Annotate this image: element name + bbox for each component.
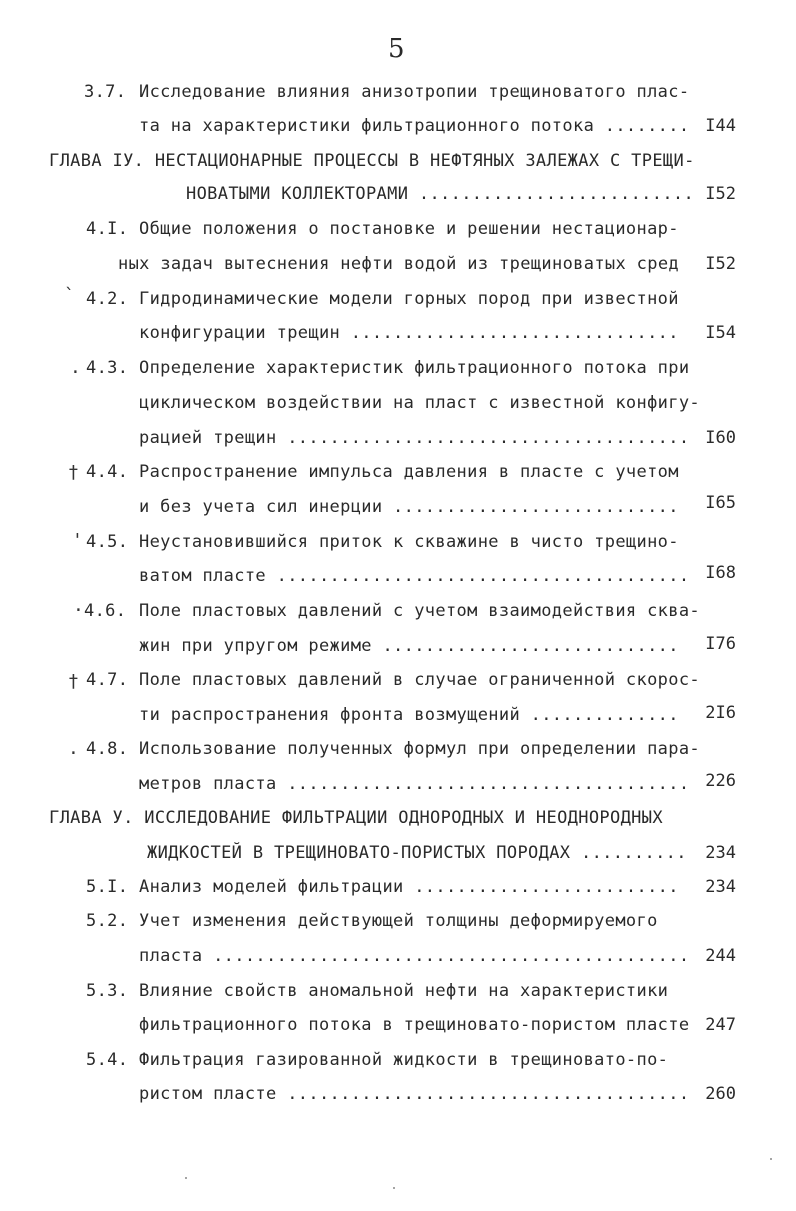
toc-entry-title-line1: Фильтрация газированной жидкости в трещиновато-по- bbox=[139, 1050, 669, 1070]
toc-entry-title-line2: та на характеристики фильтрационного потока ........ bbox=[139, 116, 690, 136]
toc-entry-page: 244 bbox=[705, 946, 736, 966]
toc-entry-title-line2: ватом пласте ....................................... bbox=[139, 566, 690, 586]
toc-entry-page: I65 bbox=[705, 493, 736, 513]
margin-mark: † bbox=[68, 671, 79, 692]
toc-entry-page: 2I6 bbox=[705, 703, 736, 723]
toc-entry-title-line1: Определение характеристик фильтрационного потока при bbox=[139, 358, 690, 378]
toc-entry-title-line1: Гидродинамические модели горных пород при известной bbox=[139, 289, 679, 309]
toc-entry-page: 234 bbox=[705, 843, 736, 863]
toc-entry-page: 226 bbox=[705, 771, 736, 791]
toc-entry-number: 5.3. bbox=[86, 981, 129, 1001]
toc-entry-page: I54 bbox=[705, 323, 736, 343]
toc-entry-title-line2: ристом пласте ...................................... bbox=[139, 1084, 690, 1104]
toc-entry-title-line1: Общие положения о постановке и решении нестационар- bbox=[139, 219, 679, 239]
toc-entry-page: I60 bbox=[705, 428, 736, 448]
margin-mark: † bbox=[68, 462, 79, 483]
toc-entry-title-line1: Неустановившийся приток к скважине в чисто трещино- bbox=[139, 532, 679, 552]
margin-mark: . bbox=[70, 357, 81, 378]
margin-mark: ` bbox=[64, 285, 75, 306]
chapter-title-line2: НОВАТЫМИ КОЛЛЕКТОРАМИ .......................... bbox=[186, 184, 695, 204]
toc-entry-title-line2: ти распространения фронта возмущений .............. bbox=[139, 705, 679, 725]
toc-entry-number: 3.7. bbox=[84, 82, 127, 102]
toc-entry-number: 4.I. bbox=[86, 219, 129, 239]
chapter-title-line2: ЖИДКОСТЕЙ В ТРЕЩИНОВАТО-ПОРИСТЫХ ПОРОДАХ .......... bbox=[147, 843, 687, 863]
toc-entry-title-line1: Анализ моделей фильтрации ......................... bbox=[139, 877, 679, 897]
toc-entry-number: 5.4. bbox=[86, 1050, 129, 1070]
toc-entry-page: I52 bbox=[705, 254, 736, 274]
toc-entry-number: 5.2. bbox=[86, 911, 129, 931]
toc-entry-number: 4.2. bbox=[86, 289, 129, 309]
toc-entry-title-line1: Исследование влияния анизотропии трещиноватого плас- bbox=[139, 82, 690, 102]
toc-entry-page: I68 bbox=[705, 563, 736, 583]
toc-entry-title-line2: фильтрационного потока в трещиновато-пористом пласте bbox=[139, 1015, 690, 1035]
scan-speck bbox=[185, 1177, 187, 1179]
chapter-title-line1: ГЛАВА IУ. НЕСТАЦИОНАРНЫЕ ПРОЦЕССЫ В НЕФТЯНЫХ ЗАЛЕЖАХ С ТРЕЩИ- bbox=[49, 151, 695, 171]
toc-entry-title-line2: циклическом воздействии на пласт с известной конфигу- bbox=[139, 393, 700, 413]
toc-entry-page: I76 bbox=[705, 634, 736, 654]
toc-entry-title-line2: метров пласта ...................................... bbox=[139, 774, 690, 794]
toc-entry-page: 247 bbox=[705, 1015, 736, 1035]
toc-entry-title-line1: Использование полученных формул при определении пара- bbox=[139, 739, 700, 759]
margin-mark: ' bbox=[72, 530, 83, 551]
toc-entry-title-line2: ных задач вытеснения нефти водой из трещиноватых сред bbox=[118, 254, 679, 274]
toc-entry-number: 4.7. bbox=[86, 670, 129, 690]
toc-entry-number: 4.8. bbox=[86, 739, 129, 759]
margin-mark: . bbox=[68, 738, 79, 759]
chapter-title-line1: ГЛАВА У. ИССЛЕДОВАНИЕ ФИЛЬТРАЦИИ ОДНОРОДНЫХ И НЕОДНОРОДНЫХ bbox=[49, 808, 663, 828]
page-number: 5 bbox=[388, 34, 405, 64]
toc-entry-page: 260 bbox=[705, 1084, 736, 1104]
toc-entry-title-line2: жин при упругом режиме ............................ bbox=[139, 636, 679, 656]
toc-entry-title-line2: конфигурации трещин ............................... bbox=[139, 323, 679, 343]
toc-entry-page: I44 bbox=[705, 116, 736, 136]
toc-entry-title-line3: рацией трещин ...................................... bbox=[139, 428, 690, 448]
toc-entry-page: I52 bbox=[705, 184, 736, 204]
toc-entry-title-line1: Учет изменения действующей толщины деформируемого bbox=[139, 911, 658, 931]
margin-mark: · bbox=[73, 600, 84, 621]
toc-entry-number: 4.3. bbox=[86, 358, 129, 378]
toc-entry-title-line1: Поле пластовых давлений в случае ограниченной скорос- bbox=[139, 670, 700, 690]
toc-entry-title-line1: Влияние свойств аномальной нефти на характеристики bbox=[139, 981, 669, 1001]
scan-speck bbox=[393, 1187, 395, 1189]
scan-speck bbox=[770, 1158, 772, 1160]
toc-entry-title-line1: Распространение импульса давления в пласте с учетом bbox=[139, 462, 679, 482]
toc-entry-number: 5.I. bbox=[86, 877, 129, 897]
toc-entry-page: 234 bbox=[705, 877, 736, 897]
toc-entry-title-line1: Поле пластовых давлений с учетом взаимодействия сква- bbox=[139, 601, 700, 621]
toc-entry-number: 4.6. bbox=[84, 601, 127, 621]
toc-entry-title-line2: и без учета сил инерции ........................... bbox=[139, 497, 679, 517]
toc-entry-number: 4.5. bbox=[86, 532, 129, 552]
toc-entry-title-line2: пласта ............................................. bbox=[139, 946, 690, 966]
toc-entry-number: 4.4. bbox=[86, 462, 129, 482]
